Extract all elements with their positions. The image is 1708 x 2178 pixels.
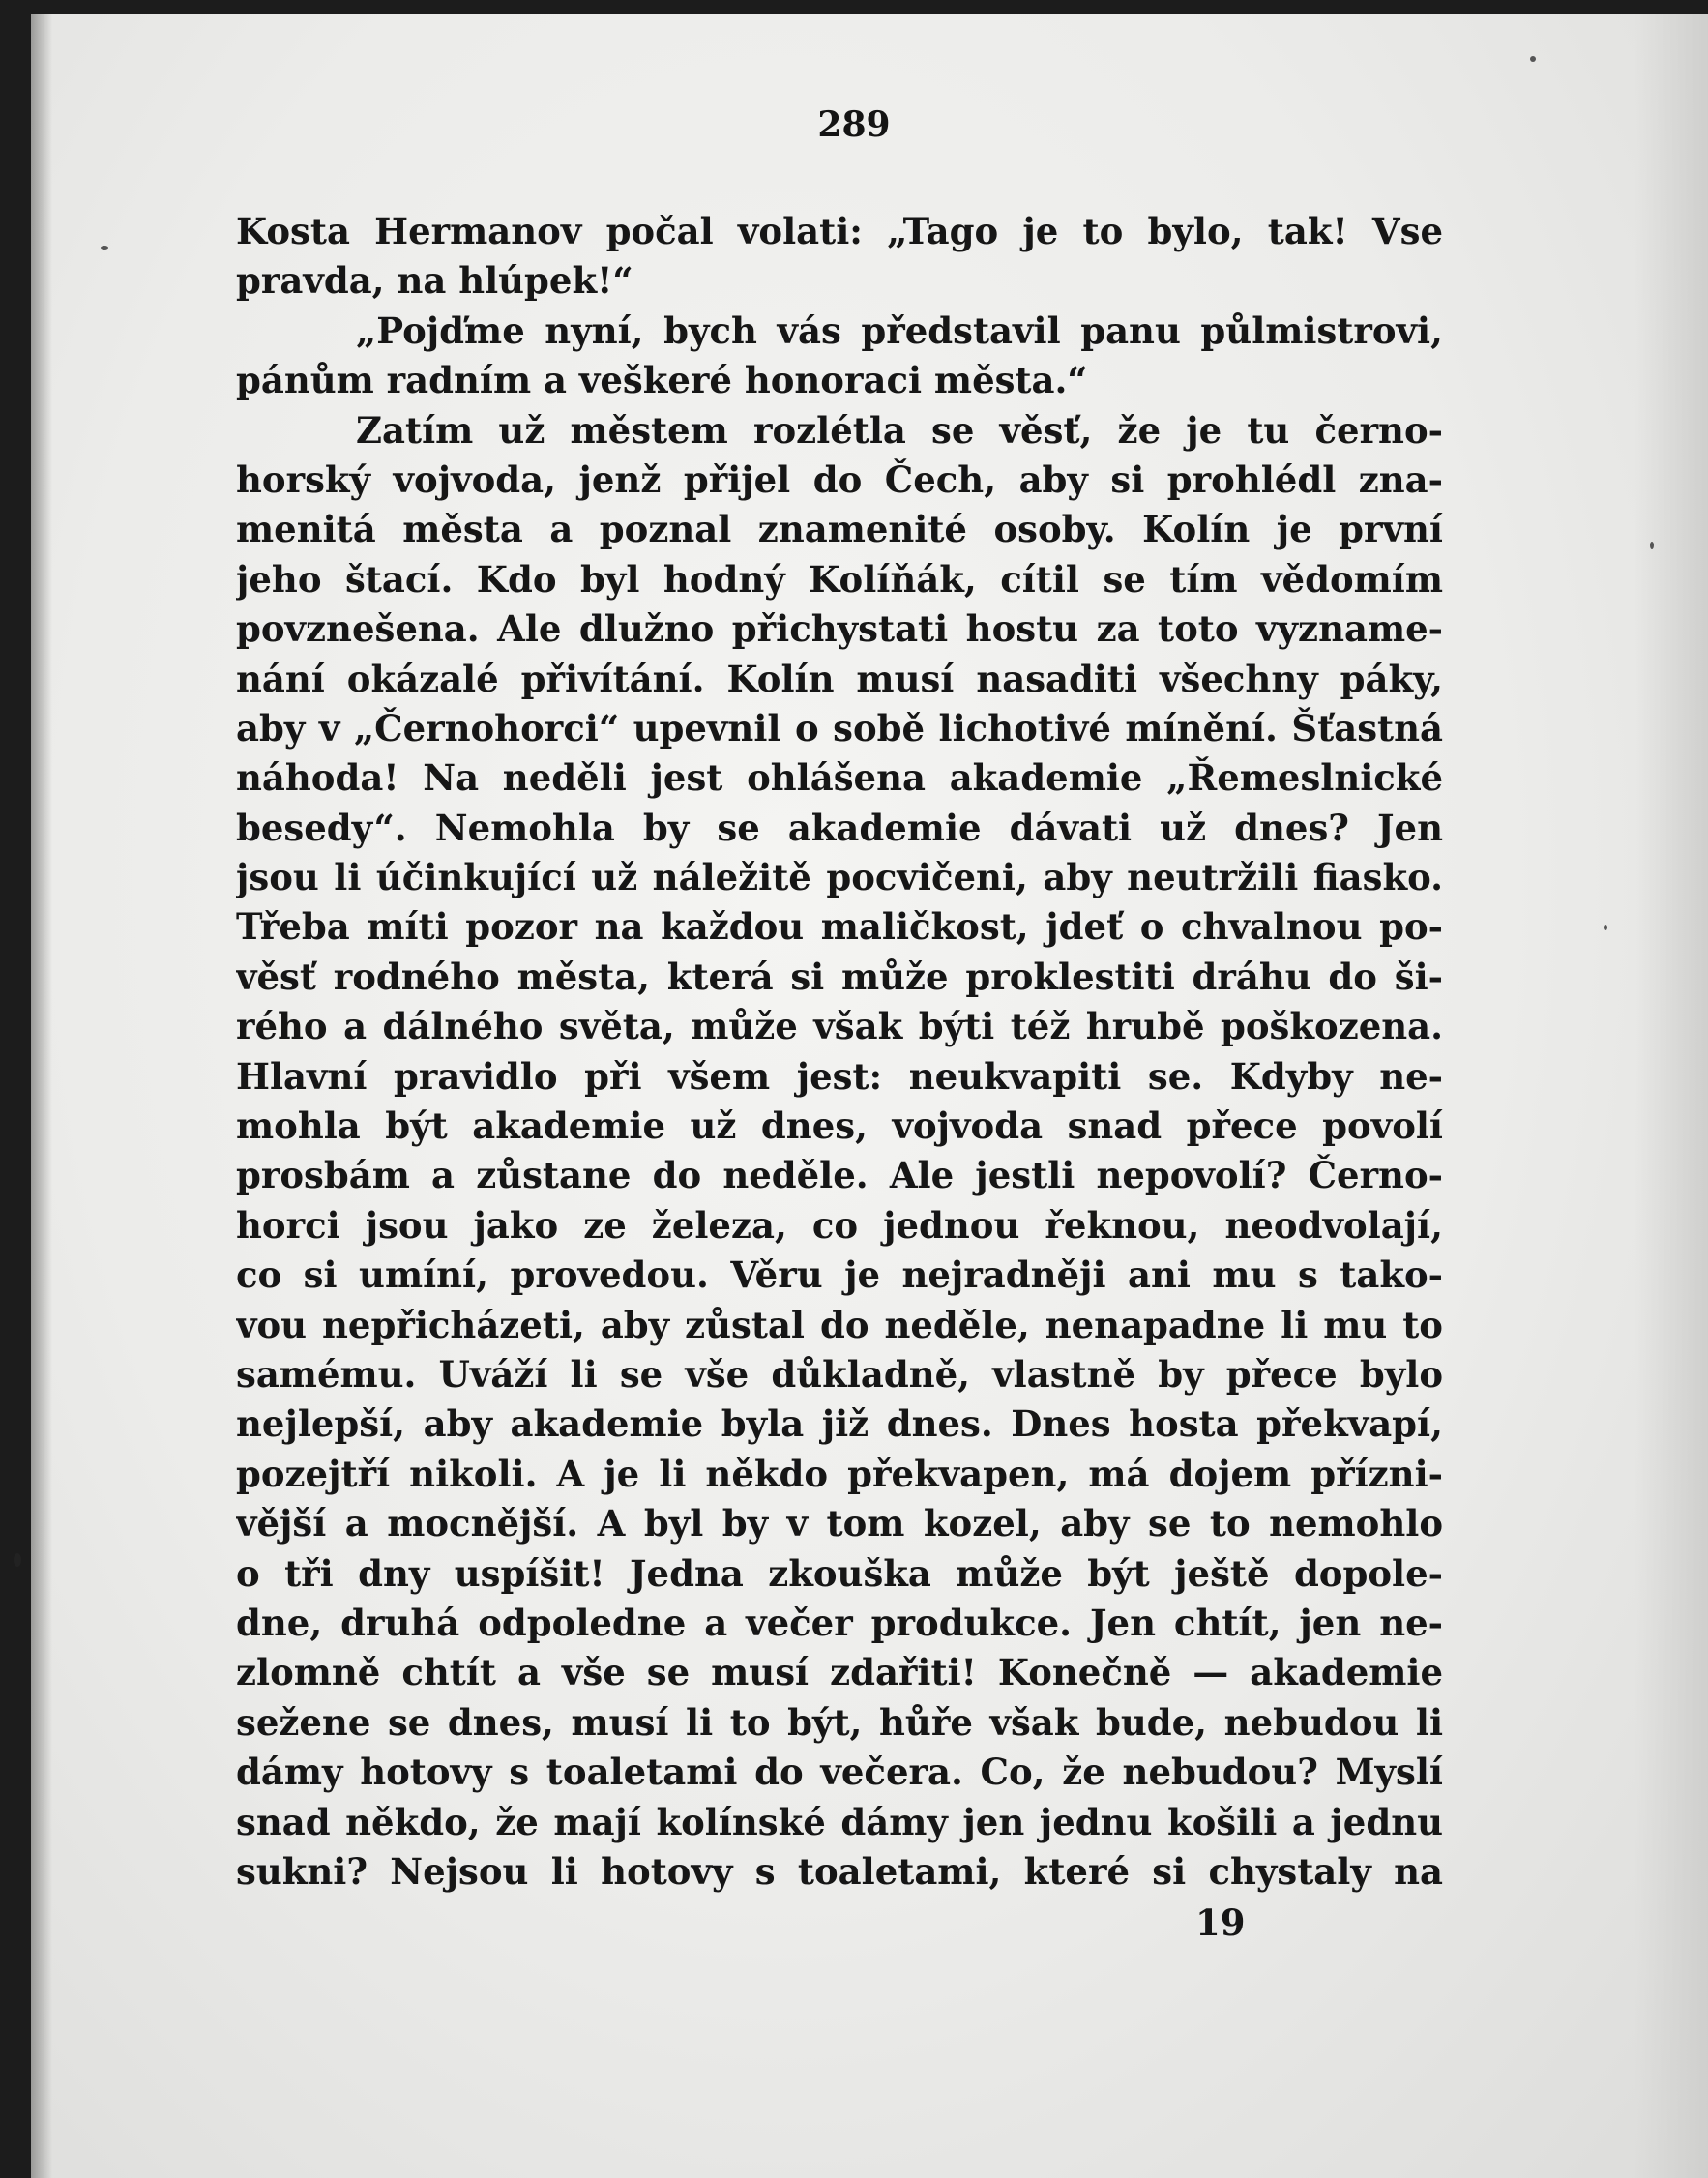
text-line: o tři dny uspíšit! Jedna zkouška může být ještě dopole- [236,1551,1443,1595]
text-line: sukni? Nejsou li hotovy s toaletami, které si chystaly na [236,1849,1443,1893]
text-line: besedy“. Nemohla by se akademie dávati už dnes? Jen [236,806,1443,849]
text-line: nání okázalé přivítání. Kolín musí nasaditi všechny páky, [236,657,1443,700]
text-line: aby v „Černohorci“ upevnil o sobě lichotivé mínění. Šťastná [236,706,1443,750]
text-line: jsou li účinkující už náležitě pocvičeni, aby neutržili fiasko. [236,856,1443,899]
text-line: samému. Uváží li se vše důkladně, vlastně by přece bylo [236,1352,1443,1396]
text-line: Třeba míti pozor na každou maličkost, jdeť o chvalnou po- [236,905,1443,949]
dust-speck [14,1553,21,1567]
text-line: dne, druhá odpoledne a večer produkce. Jen chtít, jen ne- [236,1601,1443,1644]
text-line: vější a mocnější. A byl by v tom kozel, aby se to nemohlo [236,1502,1443,1545]
text-line: jeho štací. Kdo byl hodný Kolíňák, cítil se tím vědomím [236,557,1443,601]
body-text [236,207,1443,1897]
text-line: co si umíní, provedou. Věru je nejradněji ani mu s tako- [236,1253,1443,1297]
text-line: menitá města a poznal znamenité osoby. Kolín je první [236,508,1443,551]
text-line: mohla být akademie už dnes, vojvoda snad přece povolí [236,1104,1443,1148]
text-line: „Pojďme nyní, bych vás představil panu půlmistrovi, [356,309,1443,352]
text-line: vou nepřicházeti, aby zůstal do neděle, nenapadne li mu to [236,1303,1443,1346]
text-line: Zatím už městem rozlétla se věsť, že je tu černo- [356,408,1443,452]
text-line: snad někdo, že mají kolínské dámy jen jednu košili a jednu [236,1800,1443,1843]
text-line: nejlepší, aby akademie byla již dnes. Dnes hosta překvapí, [236,1402,1443,1446]
text-line: pozejtří nikoli. A je li někdo překvapen, má dojem přízni- [236,1452,1443,1495]
text-line: Hlavní pravidlo při všem jest: neukvapiti se. Kdyby ne- [236,1054,1443,1098]
page-number: 289 [817,104,891,145]
dust-speck [101,246,108,250]
text-line: horský vojvoda, jenž přijel do Čech, aby si prohlédl zna- [236,457,1443,501]
dust-speck [1530,56,1536,62]
text-line: povznešena. Ale dlužno přichystati hostu za toto vyzname- [236,607,1443,651]
text-line: náhoda! Na neděli jest ohlášena akademie „Řemeslnické [236,756,1443,800]
dust-speck [1650,542,1654,549]
text-line: pravda, na hlúpek!“ [236,259,633,303]
signature-mark: 19 [1195,1901,1246,1944]
binding-shadow [31,14,52,2178]
text-line: rého a dálného světa, může však býti též hrubě poškozena. [236,1005,1443,1048]
text-line: pánům radním a veškeré honoraci města.“ [236,359,1088,402]
text-line: zlomně chtít a vše se musí zdařiti! Konečně — akademie [236,1651,1443,1694]
page-edge-shade [1634,14,1708,2178]
text-line: sežene se dnes, musí li to být, hůře však bude, nebudou li [236,1700,1443,1744]
dust-speck [1604,925,1607,930]
text-line: věsť rodného města, která si může proklestiti dráhu do ši- [236,955,1443,998]
text-line: horci jsou jako ze železa, co jednou řeknou, neodvolají, [236,1203,1443,1247]
text-line: dámy hotovy s toaletami do večera. Co, že nebudou? Myslí [236,1751,1443,1794]
text-line: prosbám a zůstane do neděle. Ale jestli nepovolí? Černo- [236,1154,1443,1197]
text-line: Kosta Hermanov počal volati: „Tago je to bylo, tak! Vse [236,210,1443,252]
